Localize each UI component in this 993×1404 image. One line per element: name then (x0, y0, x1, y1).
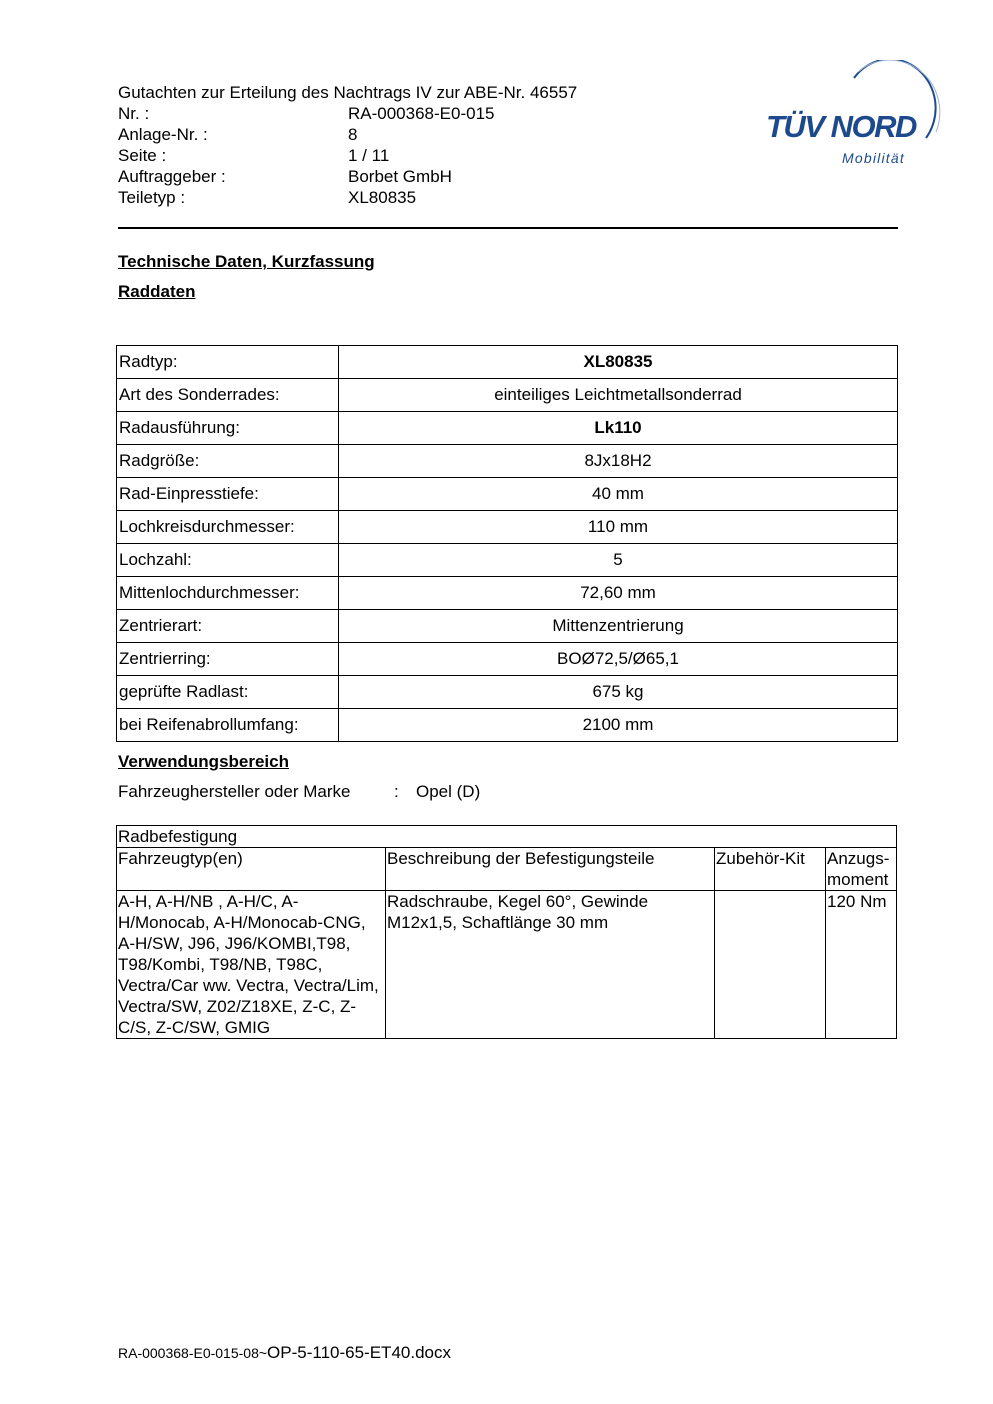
footer-filename (118, 1343, 451, 1363)
table-title-row (117, 826, 897, 848)
row-value: XL80835 (339, 346, 898, 379)
header-label: Auftraggeber : (118, 167, 226, 186)
hersteller-value: Opel (D) (416, 782, 481, 801)
table-row (117, 577, 898, 610)
header-label: Nr. : (118, 104, 150, 123)
row-label: Radtyp: (117, 346, 339, 379)
row-value: 5 (339, 544, 898, 577)
logo-subtitle: Mobilität (842, 150, 905, 166)
footer-prefix: RA-000368-E0-015-08~ (118, 1345, 268, 1361)
tuv-nord-logo (766, 60, 942, 170)
row-value: einteiliges Leichtmetallsonderrad (339, 379, 898, 412)
section-title-raddaten: Raddaten (118, 282, 196, 301)
table-row (117, 610, 898, 643)
row-label: geprüfte Radlast: (117, 676, 339, 709)
row-value: Mittenzentrierung (339, 610, 898, 643)
section-title-tech: Technische Daten, Kurzfassung (118, 252, 375, 271)
row-value: 2100 mm (339, 709, 898, 742)
raddaten-table (116, 345, 898, 742)
table-row (117, 412, 898, 445)
fahrzeugtypen-cell: A-H, A-H/NB , A-H/C, A-H/Monocab, A-H/Monocab-CNG, A-H/SW, J96, J96/KOMBI,T98, T98/Kombi, T98/NB, T98C, Vectra/Car ww. Vectra, Vectra/Lim, Vectra/SW, Z02/Z18XE, Z-C, Z-C/S, Z-C/SW, GMIG (117, 891, 386, 1039)
table-row (117, 643, 898, 676)
header-row-seite (118, 145, 577, 166)
table-row (117, 445, 898, 478)
header-title: Gutachten zur Erteilung des Nachtrags IV zur ABE-Nr. 46557 (118, 83, 578, 102)
beschreibung-cell: Radschraube, Kegel 60°, Gewinde M12x1,5, Schaftlänge 30 mm (386, 891, 715, 1039)
table-row (117, 511, 898, 544)
table-row (117, 891, 897, 1039)
column-header: Zubehör-Kit (715, 848, 826, 891)
row-label: bei Reifenabrollumfang: (117, 709, 339, 742)
row-label: Rad-Einpresstiefe: (117, 478, 339, 511)
befestigung-title: Radbefestigung (117, 826, 897, 848)
row-label: Lochkreisdurchmesser: (117, 511, 339, 544)
header-value: 1 / 11 (348, 146, 390, 165)
header-label: Anlage-Nr. : (118, 125, 208, 144)
header-value: RA-000368-E0-015 (348, 104, 495, 123)
table-row (117, 478, 898, 511)
row-label: Radausführung: (117, 412, 339, 445)
logo-brand: TÜV NORD (766, 109, 916, 144)
header-value: Borbet GmbH (348, 167, 452, 186)
row-value: 675 kg (339, 676, 898, 709)
table-row (117, 544, 898, 577)
anzugsmoment-cell: 120 Nm (826, 891, 897, 1039)
row-label: Art des Sonderrades: (117, 379, 339, 412)
table-row (117, 709, 898, 742)
footer-suffix: OP-5-110-65-ET40.docx (267, 1343, 451, 1362)
row-value: 8Jx18H2 (339, 445, 898, 478)
header-row-auftraggeber (118, 166, 577, 187)
row-value: 110 mm (339, 511, 898, 544)
header-row-teiletyp (118, 187, 577, 208)
row-label: Lochzahl: (117, 544, 339, 577)
table-row (117, 676, 898, 709)
table-header-row (117, 848, 897, 891)
section-title-verwendung: Verwendungsbereich (118, 752, 289, 771)
document-header (118, 82, 577, 208)
header-row-anlage (118, 124, 577, 145)
header-value: XL80835 (348, 188, 417, 207)
row-label: Zentrierart: (117, 610, 339, 643)
header-divider (118, 227, 898, 229)
row-value: 40 mm (339, 478, 898, 511)
row-value: Lk110 (339, 412, 898, 445)
column-header: Anzugs-moment (826, 848, 897, 891)
row-label: Mittenlochdurchmesser: (117, 577, 339, 610)
header-label: Teiletyp : (118, 188, 186, 207)
row-label: Radgröße: (117, 445, 339, 478)
hersteller-label: Fahrzeughersteller oder Marke (118, 782, 351, 801)
row-value: BOØ72,5/Ø65,1 (339, 643, 898, 676)
row-label: Zentrierring: (117, 643, 339, 676)
hersteller-colon: : (394, 782, 399, 801)
befestigung-table (116, 825, 897, 1039)
header-value: 8 (348, 125, 358, 144)
table-row (117, 379, 898, 412)
table-row (117, 346, 898, 379)
zubehoer-kit-cell (715, 891, 826, 1039)
column-header: Fahrzeugtyp(en) (117, 848, 386, 891)
hersteller-line (118, 782, 480, 802)
header-row-nr (118, 103, 577, 124)
row-value: 72,60 mm (339, 577, 898, 610)
header-label: Seite : (118, 146, 167, 165)
column-header: Beschreibung der Befestigungsteile (386, 848, 715, 891)
